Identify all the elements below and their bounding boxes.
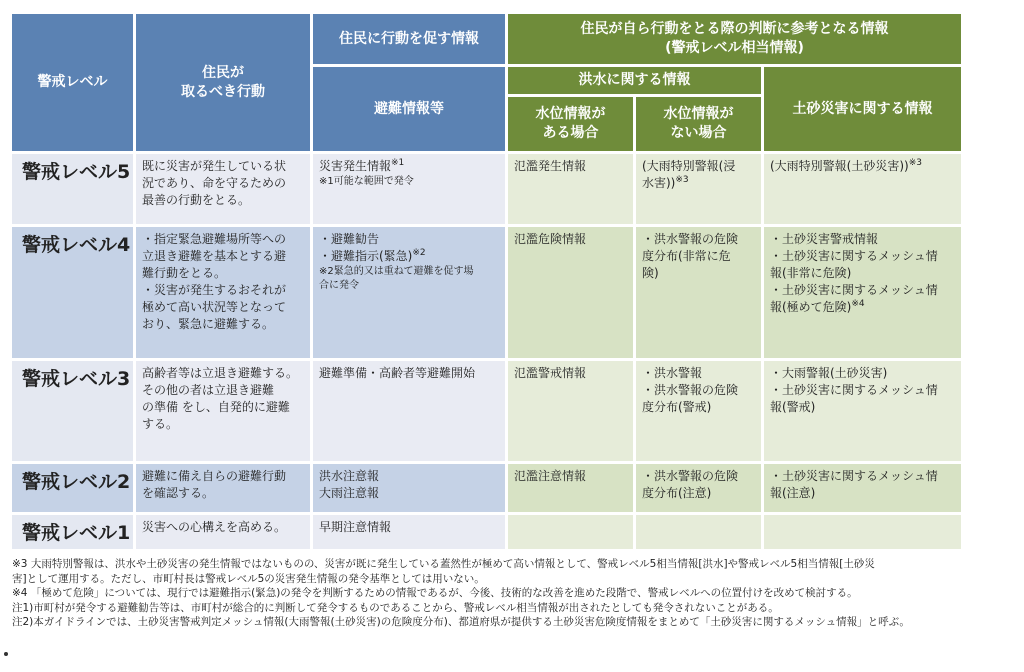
landslide-cell: ・土砂災害に関するメッシュ情 報(注意) bbox=[764, 464, 964, 515]
water-level-no-sup: ※3 bbox=[675, 175, 689, 185]
resident-action: 災害への心構えを高める。 bbox=[136, 515, 313, 552]
water-level-no-cell bbox=[636, 515, 764, 552]
water-level-no-cell: ・洪水警報の危険 度分布(注意) bbox=[636, 464, 764, 515]
header-reference-info: 住民が自ら行動をとる際の判断に参考となる情報 (警戒レベル相当情報) bbox=[508, 14, 964, 67]
level-label: 警戒レベル5 bbox=[12, 154, 136, 227]
evac-info-text: ・避難勧告 ・避難指示(緊急) bbox=[319, 232, 413, 263]
level-label: 警戒レベル3 bbox=[12, 361, 136, 464]
footnote: 注2)本ガイドラインでは、土砂災害警戒判定メッシュ情報(大雨警報(土砂災害)の危険度分布)、都道府県が提供する土砂災害危険度情報をまとめて「土砂災害に関するメッシュ情報」と呼ぶ。 bbox=[12, 616, 910, 628]
level-label: 警戒レベル2 bbox=[12, 464, 136, 515]
footnote: 注1)市町村が発令する避難勧告等は、市町村が総合的に判断して発令するものであることから、警戒レベル相当情報が出されたとしても発令されないことがある。 bbox=[12, 601, 779, 614]
table-row bbox=[12, 515, 964, 552]
level-label: 警戒レベル4 bbox=[12, 227, 136, 361]
evac-info-text: 災害発生情報 bbox=[319, 159, 392, 173]
landslide-text: ・土砂災害警戒情報 ・土砂災害に関するメッシュ情 報(非常に危険) ・土砂災害に関するメッシュ情 報(極めて危険) bbox=[770, 232, 938, 314]
water-level-no-text: (大雨特別警報(浸 水害)) bbox=[642, 159, 736, 190]
landslide-cell bbox=[764, 515, 964, 552]
header-level: 警戒レベル bbox=[12, 14, 136, 154]
landslide-cell: ・大雨警報(土砂災害) ・土砂災害に関するメッシュ情 報(警戒) bbox=[764, 361, 964, 464]
footnotes bbox=[12, 557, 1012, 630]
header-evac-info: 避難情報等 bbox=[313, 67, 508, 154]
header-flood-info: 洪水に関する情報 bbox=[508, 67, 764, 97]
water-level-no-cell: ・洪水警報 ・洪水警報の危険 度分布(警戒) bbox=[636, 361, 764, 464]
evac-info-cell: 洪水注意報 大雨注意報 bbox=[313, 464, 508, 515]
evac-info-sup: ※1 bbox=[391, 158, 405, 168]
evac-info-cell bbox=[313, 227, 508, 361]
evac-info-sup: ※2 bbox=[412, 248, 426, 258]
evac-info-cell bbox=[313, 154, 508, 227]
landslide-text: (大雨特別警報(土砂災害)) bbox=[770, 159, 909, 173]
landslide-sup: ※3 bbox=[908, 158, 923, 168]
water-level-no-cell: ・洪水警報の危険 度分布(非常に危 険) bbox=[636, 227, 764, 361]
header-prompt-info: 住民に行動を促す情報 bbox=[313, 14, 508, 67]
evac-info-note: ※1可能な範囲で発令 bbox=[319, 176, 414, 187]
level-label: 警戒レベル1 bbox=[12, 515, 136, 552]
table-row bbox=[12, 361, 964, 464]
evac-info-cell: 避難準備・高齢者等避難開始 bbox=[313, 361, 508, 464]
bullet-dot-icon bbox=[4, 652, 8, 656]
evac-info-cell: 早期注意情報 bbox=[313, 515, 508, 552]
landslide-sup: ※4 bbox=[851, 299, 865, 309]
water-level-yes-cell: 氾濫危険情報 bbox=[508, 227, 636, 361]
evac-info-note: ※2緊急的又は重ねて避難を促す場 合に発令 bbox=[319, 266, 474, 291]
resident-action: ・指定緊急避難場所等への 立退き避難を基本とする避 難行動をとる。 ・災害が発生するおそれが 極めて高い状況等となって おり、緊急に避難する。 bbox=[136, 227, 313, 361]
alert-level-table-container bbox=[12, 14, 1012, 552]
water-level-yes-cell bbox=[508, 515, 636, 552]
resident-action: 避難に備え自らの避難行動 を確認する。 bbox=[136, 464, 313, 515]
landslide-cell bbox=[764, 154, 964, 227]
landslide-cell bbox=[764, 227, 964, 361]
header-water-level-yes: 水位情報が ある場合 bbox=[508, 97, 636, 154]
table-row bbox=[12, 227, 964, 361]
header-action: 住民が 取るべき行動 bbox=[136, 14, 313, 154]
water-level-yes-cell: 氾濫発生情報 bbox=[508, 154, 636, 227]
alert-level-table bbox=[12, 14, 964, 552]
water-level-no-cell bbox=[636, 154, 764, 227]
table-row bbox=[12, 154, 964, 227]
footnote: ※3 大雨特別警報は、洪水や土砂災害の発生情報ではないものの、災害が既に発生している蓋然性が極めて高い情報として、警戒レベル5相当情報[洪水]や警戒レベル5相当情報[土砂災 害]として運用する。ただし、市町村長は警戒レベル5の災害発生情報の発令基準としては用いない。 bbox=[12, 558, 875, 585]
water-level-yes-cell: 氾濫注意情報 bbox=[508, 464, 636, 515]
water-level-yes-cell: 氾濫警戒情報 bbox=[508, 361, 636, 464]
header-landslide-info: 土砂災害に関する情報 bbox=[764, 67, 964, 154]
resident-action: 高齢者等は立退き避難する。 その他の者は立退き避難 の準備 をし、自発的に避難 する。 bbox=[136, 361, 313, 464]
resident-action: 既に災害が発生している状 況であり、命を守るための 最善の行動をとる。 bbox=[136, 154, 313, 227]
footnote: ※4 「極めて危険」については、現行では避難指示(緊急)の発令を判断するための情報であるが、今後、技術的な改善を進めた段階で、警戒レベルへの位置付けを改めて検討する。 bbox=[12, 587, 858, 599]
header-water-level-no: 水位情報が ない場合 bbox=[636, 97, 764, 154]
table-row bbox=[12, 464, 964, 515]
